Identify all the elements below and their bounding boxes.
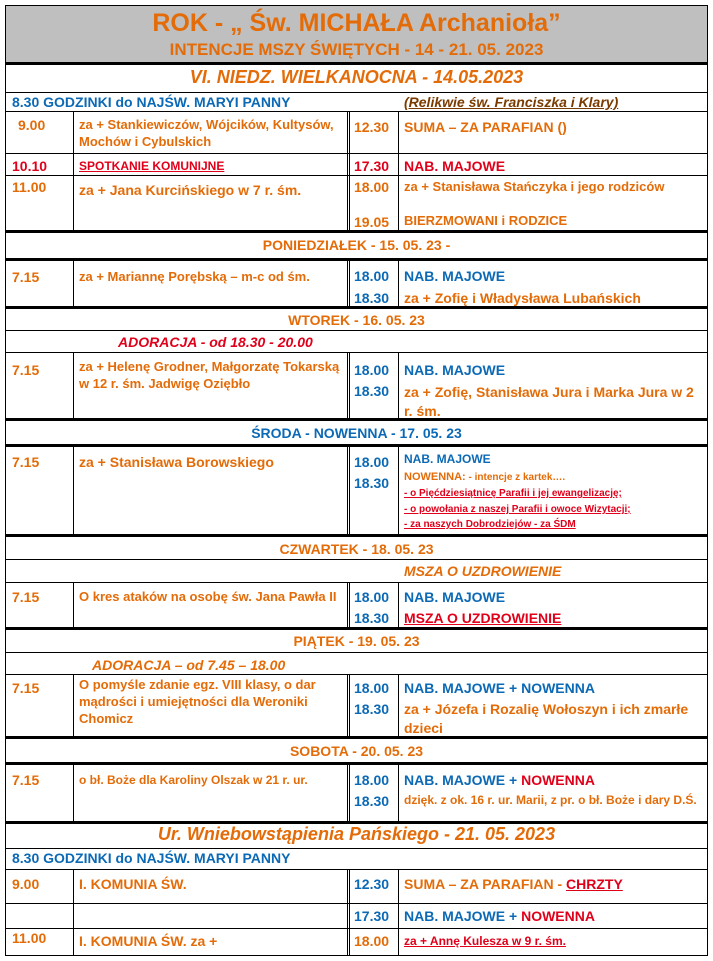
nowenna-part: NOWENNA [521,908,595,924]
intention: NAB. MAJOWE [404,362,506,378]
time: 7.15 [12,680,40,696]
friday-adoracja: ADORACJA – od 7.45 – 18.00 [92,657,286,673]
intention [404,772,595,789]
intention: I. KOMUNIA ŚW. za + [79,933,218,949]
tuesday-title: WTOREK - 16. 05. 23 [288,312,425,328]
time: 18.30 [354,701,390,717]
intention: SPOTKANIE KOMUNIJNE [79,159,225,173]
time: 18.30 [354,610,390,626]
saturday-title: SOBOTA - 20. 05. 23 [289,743,424,759]
intention: za + Mariannę Porębską – m-c od śm. [79,269,310,284]
intention: NAB. MAJOWE [404,589,506,605]
time: 9.00 [18,117,46,133]
time: 18.00 [354,454,390,470]
time: 18.00 [354,589,390,605]
time: 18.00 [354,268,390,284]
time: 12.30 [354,119,390,135]
intention: SUMA – ZA PARAFIAN () [404,119,567,135]
intention: o bł. Boże dla Karoliny Olszak w 21 r. ur. [79,773,308,787]
time: 17.30 [354,158,390,174]
time: 18.00 [354,362,390,378]
intention: za + Annę Kulesza w 9 r. śm. [404,934,566,948]
nowenna-part: NOWENNA [521,680,595,696]
sunday1-relikwie: (Relikwie św. Franciszka i Klary) [404,94,619,110]
time: 7.15 [12,269,40,285]
intention: za + Helenę Grodner, Małgorzatę Tokarską w 12 r. śm. Jadwigę Oziębło [79,359,340,391]
time: 7.15 [12,362,40,378]
tuesday-adoracja: ADORACJA - od 18.30 - 20.00 [118,334,313,350]
page-subtitle: INTENCJE MSZY ŚWIĘTYCH - 14 - 21. 05. 2023 [169,40,544,59]
time: 18.30 [354,290,390,306]
sunday1-godzinki: 8.30 GODZINKI do NAJŚW. MARYI PANNY [12,94,291,110]
thursday-title: CZWARTEK - 18. 05. 23 [279,541,434,557]
thursday-msza: MSZA O UZDROWIENIE [404,563,562,579]
sunday2-title: Ur. Wniebowstąpienia Pańskiego - 21. 05. 2023 [157,824,556,844]
nowenna-intention: - o powołania z naszej Parafii i owoce Wizytacji; [404,504,631,515]
nowenna-label-text: NOWENNA: [404,471,466,483]
nowenna-part: NOWENNA [521,772,595,788]
time: 7.15 [12,772,40,788]
time: 12.30 [354,876,390,892]
time: 11.00 [12,930,47,946]
intention: I. KOMUNIA ŚW. [79,876,187,892]
time: 18.30 [354,383,390,399]
sunday2-godzinki: 8.30 GODZINKI do NAJŚW. MARYI PANNY [12,850,291,866]
time: 19.05 [354,214,390,230]
intention [404,680,595,697]
intention: za + Stanisława Borowskiego [79,454,274,470]
nowenna-intention: - za naszych Dobrodziejów - za ŚDM [404,519,576,530]
intention [404,876,623,893]
time: 17.30 [354,908,390,924]
intention [404,908,595,925]
time: 7.15 [12,454,40,470]
intention-part: NAB. MAJOWE + [404,680,522,696]
intention: za + Stanisława Stańczyka i jego rodziców [404,179,665,194]
sunday1-title: VI. NIEDZ. WIELKANOCNA - 14.05.2023 [189,67,524,87]
time: 18.30 [354,475,390,491]
intentions-sheet [5,5,708,956]
intention: BIERZMOWANI i RODZICE [404,213,568,228]
intention-part: SUMA – ZA PARAFIAN - [404,876,567,892]
time: 7.15 [12,589,40,605]
intention: O pomyśle zdanie egz. VIII klasy, o dar mądrości i umiejętności dla Weroniki Chomicz [79,677,316,726]
time: 18.00 [354,933,390,949]
time: 18.00 [354,772,390,788]
intention: za + Józefa i Rozalię Wołoszyn i ich zmarłe dzieci [404,701,689,736]
time: 10.10 [12,158,48,174]
intention: za + Zofię i Władysława Lubańskich [404,290,641,306]
intention: NAB. MAJOWE [404,158,506,174]
monday-title: PONIEDZIAŁEK - 15. 05. 23 - [262,237,451,253]
intention: NAB. MAJOWE [404,452,491,466]
intention: za + Stankiewiczów, Wójcików, Kultysów, Mochów i Cybulskich [79,117,334,149]
intention: dzięk. z ok. 16 r. ur. Marii, z pr. o bł. Boże i dary D.Ś. [404,793,697,807]
page-title: ROK - „ Św. MICHAŁA Archanioła” [152,9,561,37]
nowenna-label [404,469,565,486]
nowenna-note: - intencje z kartek…. [465,472,566,483]
time: 18.00 [354,680,390,696]
time: 9.00 [12,876,40,892]
intention: za + Jana Kurcińskiego w 7 r. śm. [79,182,302,198]
wednesday-title: ŚRODA - NOWENNA - 17. 05. 23 [251,425,462,441]
intention: O kres ataków na osobę św. Jana Pawła II [79,589,337,604]
nowenna-intention: - o Pięćdziesiątnicę Parafii i jej ewangelizację; [404,488,622,499]
intention: NAB. MAJOWE [404,268,506,284]
intention: za + Zofię, Stanisława Jura i Marka Jura w 2 r. śm. [404,384,694,419]
time: 18.30 [354,793,390,809]
time: 11.00 [12,179,47,195]
chrzty-part: CHRZTY [566,876,623,892]
time: 18.00 [354,179,390,195]
friday-title: PIĄTEK - 19. 05. 23 [293,633,420,649]
intention-part: NAB. MAJOWE + [404,772,522,788]
intention-part: NAB. MAJOWE + [404,908,522,924]
intention: MSZA O UZDROWIENIE [404,610,562,626]
